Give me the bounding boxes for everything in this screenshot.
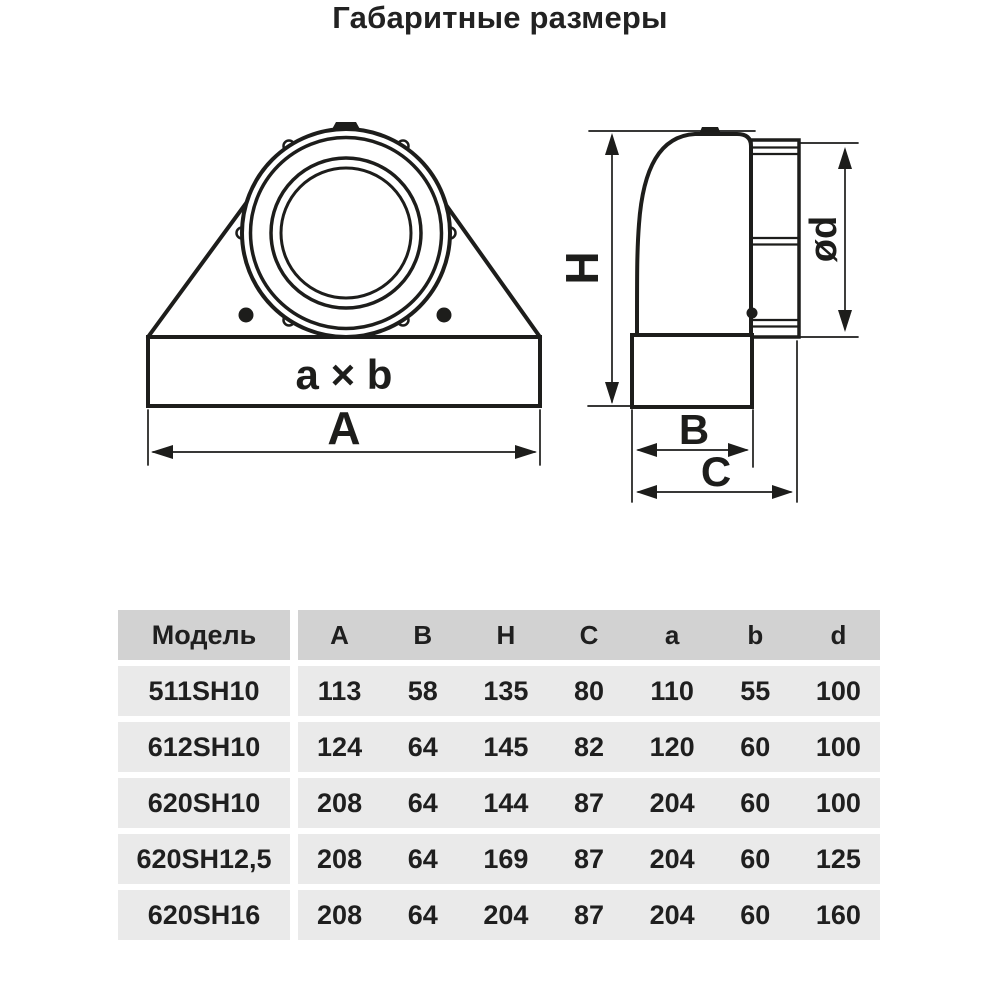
page-title: Габаритные размеры xyxy=(332,0,668,35)
side-flat-duct-base xyxy=(632,335,752,407)
row-values xyxy=(298,834,880,884)
value-cell: 204 xyxy=(483,899,529,930)
value-cell: 113 xyxy=(317,675,362,706)
table-row xyxy=(118,890,880,940)
header-values xyxy=(298,610,880,660)
row-values xyxy=(298,890,880,940)
value-cell: 120 xyxy=(649,731,695,762)
value-cell: 204 xyxy=(649,787,695,818)
model-cell: 620SH10 xyxy=(118,778,290,828)
row-values xyxy=(298,666,880,716)
round-flange-rings xyxy=(242,129,450,337)
value-cell: 145 xyxy=(483,731,529,762)
value-cell: 87 xyxy=(573,899,605,930)
row-values xyxy=(298,722,880,772)
dim-label-diameter: ød xyxy=(803,215,845,263)
value-cell: 144 xyxy=(483,787,529,818)
header-cell-d: d xyxy=(830,619,847,650)
table-row xyxy=(118,778,880,828)
screw-hole-right xyxy=(437,308,452,323)
header-cell-b: b xyxy=(747,619,764,650)
side-elbow-body xyxy=(637,134,751,336)
dimensions-table xyxy=(118,610,880,940)
value-cell: 208 xyxy=(317,843,363,874)
value-cell: 60 xyxy=(740,731,771,762)
value-cell: 64 xyxy=(407,899,438,930)
value-cell: 100 xyxy=(815,731,861,762)
value-cell: 100 xyxy=(815,675,861,706)
side-view-drawing xyxy=(556,127,858,502)
value-cell: 64 xyxy=(407,843,438,874)
screw-hole-left xyxy=(239,308,254,323)
dim-label-A: A xyxy=(327,402,361,454)
value-cell: 204 xyxy=(649,899,695,930)
header-cell-B: B xyxy=(413,619,433,650)
model-cell: 511SH10 xyxy=(118,666,290,716)
model-cell: 620SH12,5 xyxy=(118,834,290,884)
value-cell: 82 xyxy=(573,731,605,762)
value-cell: 58 xyxy=(407,675,438,706)
value-cell: 208 xyxy=(317,787,363,818)
value-cell: 87 xyxy=(573,787,605,818)
value-cell: 125 xyxy=(815,843,861,874)
header-cell-model: Модель xyxy=(118,610,290,660)
value-cell: 204 xyxy=(649,843,695,874)
row-values xyxy=(298,778,880,828)
dim-label-B: B xyxy=(678,406,710,453)
model-cell: 620SH16 xyxy=(118,890,290,940)
value-cell: 55 xyxy=(740,675,771,706)
value-cell: 135 xyxy=(483,675,529,706)
header-cell-C: C xyxy=(579,619,599,650)
value-cell: 64 xyxy=(407,731,438,762)
dim-label-C: C xyxy=(700,448,732,495)
value-cell: 160 xyxy=(815,899,861,930)
front-top-tab xyxy=(331,122,361,131)
value-cell: 60 xyxy=(740,843,771,874)
flat-section-label: a × b xyxy=(295,351,393,398)
model-cell: 612SH10 xyxy=(118,722,290,772)
value-cell: 169 xyxy=(483,843,529,874)
header-cell-a: a xyxy=(664,619,680,650)
header-cell-H: H xyxy=(496,619,516,650)
value-cell: 110 xyxy=(650,675,694,706)
table-row xyxy=(118,722,880,772)
front-view-drawing xyxy=(148,122,540,465)
value-cell: 80 xyxy=(573,675,605,706)
table-header-row xyxy=(118,610,880,660)
side-junction-clip xyxy=(747,308,758,319)
dim-label-H: H xyxy=(556,251,608,285)
value-cell: 208 xyxy=(317,899,363,930)
table-row xyxy=(118,834,880,884)
table-row xyxy=(118,666,880,716)
value-cell: 87 xyxy=(573,843,605,874)
value-cell: 60 xyxy=(740,787,771,818)
value-cell: 124 xyxy=(317,731,363,762)
header-cell-A: A xyxy=(330,619,349,650)
value-cell: 100 xyxy=(815,787,861,818)
value-cell: 60 xyxy=(740,899,771,930)
value-cell: 64 xyxy=(407,787,438,818)
